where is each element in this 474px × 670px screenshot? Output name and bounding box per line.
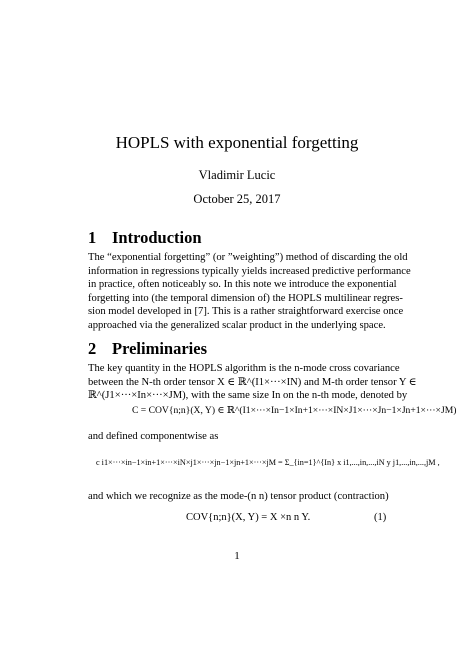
paper-title: HOPLS with exponential forgetting [115, 133, 359, 152]
introduction-paragraph [88, 251, 411, 332]
componentwise-text: and defined componentwise as [88, 431, 219, 442]
equation-1-label: (1) [374, 512, 387, 523]
text-line: approached via the generalized scalar product in the underlying space. [88, 319, 386, 331]
section-heading-introduction [88, 228, 202, 248]
section-number: 2 [88, 339, 97, 358]
section-title: Introduction [112, 228, 202, 247]
preliminaries-paragraph [88, 362, 417, 403]
section-title: Preliminaries [112, 339, 208, 358]
text-line: sion model developed in [7]. This is a rather straightforward exercise once [88, 306, 404, 317]
text-line: The key quantity in the HOPLS algorithm is the n-mode cross covariance [88, 363, 400, 374]
text-line: information in regressions typically yields increased predictive performance [88, 265, 411, 277]
text-line: forgetting into (the temporal dimension of) the HOPLS multilinear regres- [88, 292, 403, 304]
paper-date: October 25, 2017 [193, 192, 281, 206]
equation-1: COV{n;n}(X, Y) = X ×n n Y. [186, 512, 311, 523]
text-line: ℝ^(J1×···×In×···×JM), with the same size In on the n-th mode, denoted by [88, 390, 408, 401]
page-number: 1 [234, 550, 240, 562]
section-heading-preliminaries [88, 339, 207, 359]
text-line: in practice, often noticeably so. In this note we introduce the exponential [88, 279, 397, 290]
equation-sum: c i1×···×in−1×in+1×···×iN×j1×···×jn−1×jn+1×···×jM = Σ_{in=1}^{In} x i1,...,in,...,iN y j1,...,in,...,jM , [96, 458, 440, 467]
recognize-text: and which we recognize as the mode-(n n) tensor product (contraction) [88, 491, 389, 502]
equation-covariance: C = COV{n;n}(X, Y) ∈ ℝ^(I1×···×In−1×In+1×···×IN×J1×···×Jn−1×Jn+1×···×JM) [132, 405, 457, 416]
text-line: The “exponential forgetting” (or ”weighting”) method of discarding the old [88, 252, 408, 263]
paper-author: Vladimir Lucic [198, 168, 276, 182]
text-line: between the N-th order tensor X ∈ ℝ^(I1×···×IN) and M-th order tensor Y ∈ [88, 376, 417, 388]
section-number: 1 [88, 228, 97, 247]
